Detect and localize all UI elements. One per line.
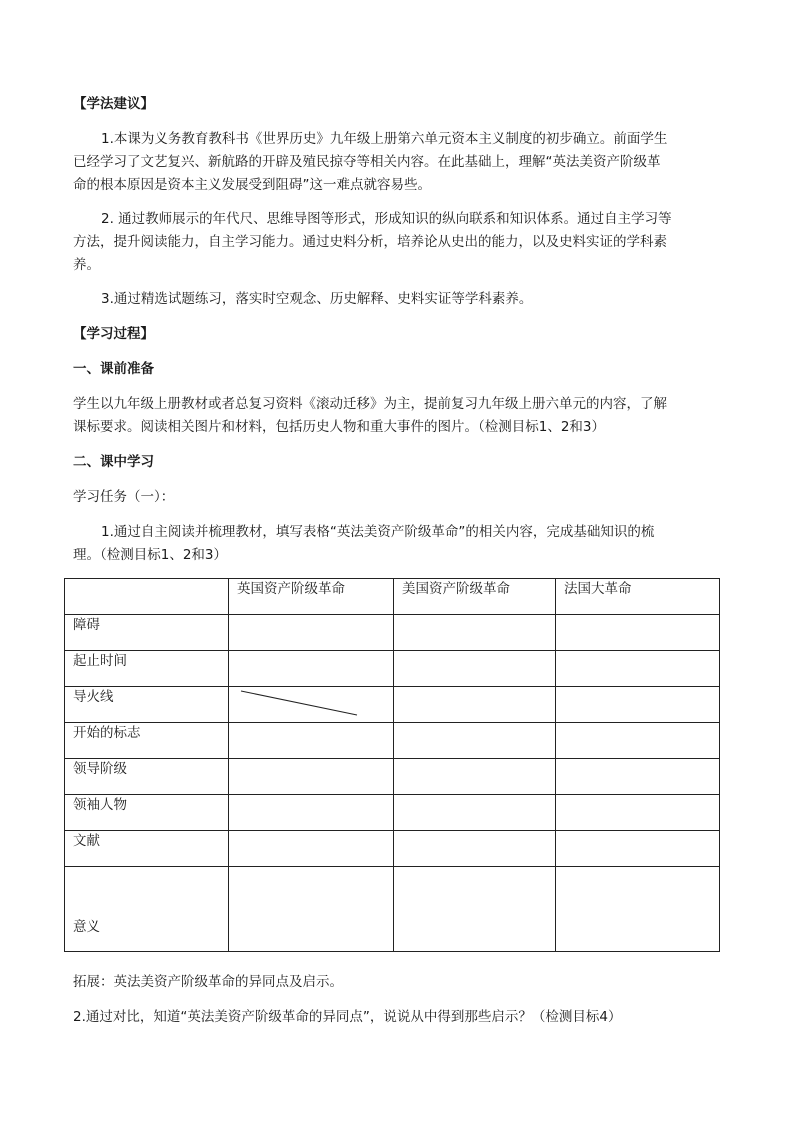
table-cell	[556, 723, 720, 759]
extension-title: 拓展：英法美资产阶级革命的异同点及启示。	[73, 974, 343, 990]
task1-text-line1: 1.通过自主阅读并梳理教材，填写表格“英法美资产阶级革命”的相关内容，完成基础知识的梳	[101, 524, 655, 540]
section2-title: 二、课中学习	[73, 454, 154, 470]
tips-p1-line1: 1.本课为义务教育教科书《世界历史》九年级上册第六单元资本主义制度的初步确立。前面学生	[101, 131, 668, 147]
table-cell	[229, 759, 394, 795]
row-label-leaders: 领袖人物	[65, 795, 229, 831]
table-row	[65, 831, 720, 867]
tips-p2-line3: 养。	[73, 257, 100, 273]
table-row	[65, 867, 720, 952]
table-cell	[394, 687, 556, 723]
table-row	[65, 795, 720, 831]
row-label-documents: 文献	[65, 831, 229, 867]
table-cell	[394, 615, 556, 651]
revolution-table	[64, 578, 720, 952]
table-header-row	[65, 579, 720, 615]
row-label-significance: 意义	[65, 867, 229, 952]
table-cell	[394, 867, 556, 952]
table-row	[65, 687, 720, 723]
section1-title: 一、课前准备	[73, 361, 154, 377]
section1-text-line2: 课标要求。阅读相关图片和材料，包括历史人物和重大事件的图片。（检测目标1、2和3）	[73, 419, 606, 435]
table-cell	[394, 651, 556, 687]
table-cell	[394, 831, 556, 867]
table-cell	[556, 759, 720, 795]
row-label-start: 开始的标志	[65, 723, 229, 759]
diagonal-slash	[229, 687, 385, 723]
extension-question: 2.通过对比，知道“英法美资产阶级革命的异同点”，说说从中得到那些启示？（检测目标4）	[73, 1009, 622, 1025]
table-header-america: 美国资产阶级革命	[394, 579, 556, 615]
table-cell	[556, 651, 720, 687]
row-label-obstacle: 障碍	[65, 615, 229, 651]
table-cell	[556, 615, 720, 651]
table-cell	[229, 831, 394, 867]
table-cell	[229, 723, 394, 759]
row-label-time: 起止时间	[65, 651, 229, 687]
tips-p1-line2: 已经学习了文艺复兴、新航路的开辟及殖民掠夺等相关内容。在此基础上，理解“英法美资产阶级革	[73, 154, 661, 170]
table-cell	[394, 795, 556, 831]
table-cell	[394, 723, 556, 759]
tips-p1-line3: 命的根本原因是资本主义发展受到阻碍”这一难点就容易些。	[73, 177, 431, 193]
table-header-corner	[65, 579, 229, 615]
table-cell-crossed-out	[229, 687, 394, 723]
table-cell	[556, 687, 720, 723]
table-cell	[556, 831, 720, 867]
section1-text-line1: 学生以九年级上册教材或者总复习资料《滚动迁移》为主，提前复习九年级上册六单元的内容，了解	[73, 396, 667, 412]
table-cell	[394, 759, 556, 795]
tips-p3: 3.通过精选试题练习，落实时空观念、历史解释、史料实证等学科素养。	[101, 291, 533, 307]
table-row	[65, 651, 720, 687]
task1-title: 学习任务（一）：	[73, 489, 175, 505]
study-tips-heading: 【学法建议】	[73, 96, 154, 112]
table-cell	[229, 867, 394, 952]
table-header-england: 英国资产阶级革命	[229, 579, 394, 615]
row-label-trigger: 导火线	[65, 687, 229, 723]
table-cell	[556, 867, 720, 952]
table-row	[65, 723, 720, 759]
table-row	[65, 615, 720, 651]
process-heading: 【学习过程】	[73, 326, 154, 342]
table-header-france: 法国大革命	[556, 579, 720, 615]
row-label-leading-class: 领导阶级	[65, 759, 229, 795]
table-cell	[229, 615, 394, 651]
table-cell	[556, 795, 720, 831]
tips-p2-line2: 方法，提升阅读能力，自主学习能力。通过史料分析，培养论从史出的能力，以及史料实证的学科素	[73, 234, 667, 250]
table-row	[65, 759, 720, 795]
task1-text-line2: 理。（检测目标1、2和3）	[73, 547, 228, 563]
tips-p2-line1: 2. 通过教师展示的年代尺、思维导图等形式，形成知识的纵向联系和知识体系。通过自主学习等	[101, 211, 672, 227]
table-cell	[229, 795, 394, 831]
table-cell	[229, 651, 394, 687]
